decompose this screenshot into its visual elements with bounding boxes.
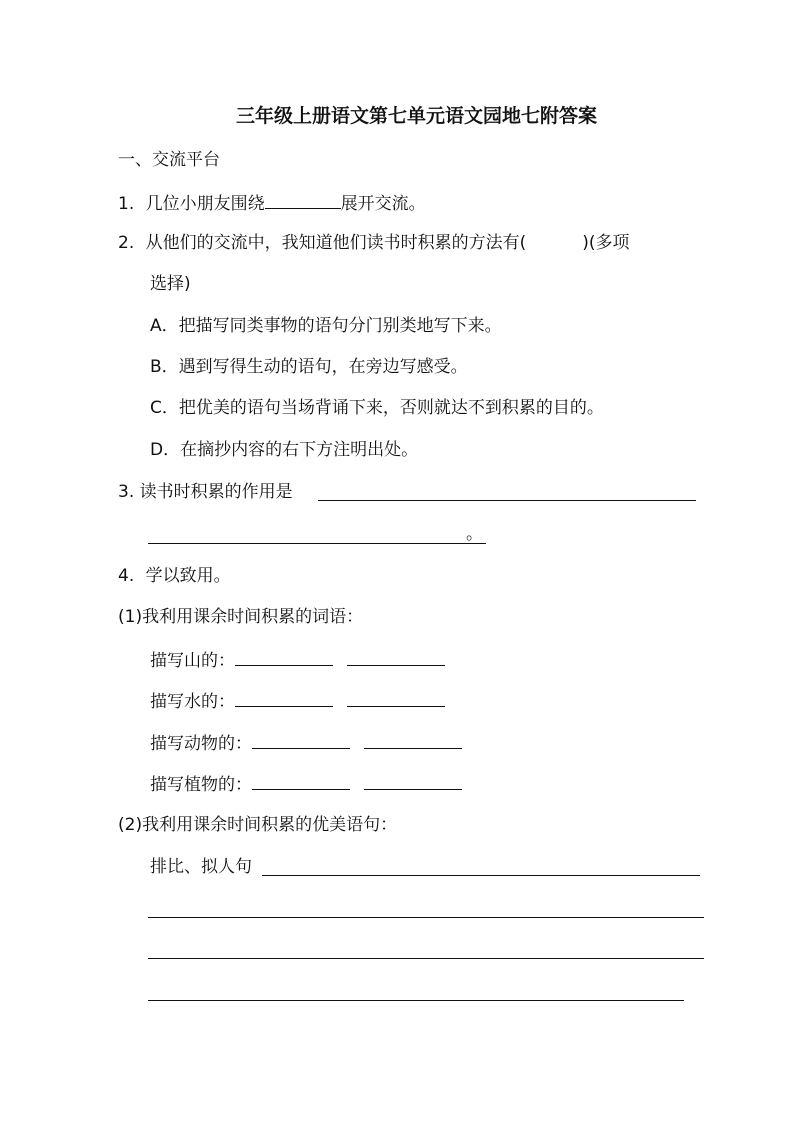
answer-blank[interactable] <box>265 192 341 209</box>
answer-line[interactable] <box>148 1000 684 1001</box>
option-a: A．把描写同类事物的语句分门别类地写下来。 <box>150 316 502 336</box>
answer-line[interactable] <box>148 543 486 544</box>
answer-blank[interactable] <box>347 690 445 707</box>
word-row <box>150 649 445 671</box>
answer-blank[interactable] <box>235 649 333 666</box>
question-text: 几位小朋友围绕 <box>145 194 265 214</box>
sub-question-2: (2)我利用课余时间积累的优美语句： <box>118 815 398 835</box>
question-2 <box>118 233 630 253</box>
question-number: 2. <box>118 233 135 253</box>
answer-blank[interactable] <box>364 732 462 749</box>
option-c: C．把优美的语句当场背诵下来，否则就达不到积累的目的。 <box>150 398 604 418</box>
question-4 <box>118 566 231 586</box>
period-mark: 。 <box>466 524 483 544</box>
answer-line[interactable] <box>262 875 700 876</box>
answer-line[interactable] <box>318 500 696 501</box>
question-number: 1. <box>118 194 135 214</box>
option-d: D．在摘抄内容的右下方注明出处。 <box>150 440 419 460</box>
answer-blank[interactable] <box>364 773 462 790</box>
word-row <box>150 732 462 754</box>
answer-line[interactable] <box>148 958 704 959</box>
word-label: 描写植物的： <box>150 775 252 795</box>
question-1 <box>118 192 426 214</box>
answer-blank[interactable] <box>347 649 445 666</box>
word-label: 描写动物的： <box>150 734 252 754</box>
sub-question-1: (1)我利用课余时间积累的词语： <box>118 607 364 627</box>
question-number: 4. <box>118 566 135 586</box>
question-number: 3. <box>118 482 135 502</box>
question-2-continued: 选择) <box>150 274 191 294</box>
answer-blank[interactable] <box>235 690 333 707</box>
answer-line[interactable] <box>148 917 704 918</box>
question-text: 读书时积累的作用是 <box>139 482 293 502</box>
word-label: 描写水的： <box>150 692 235 712</box>
word-row <box>150 773 462 795</box>
sentence-label: 排比、拟人句 <box>150 857 252 877</box>
question-text: 展开交流。 <box>340 194 426 214</box>
document-title: 三年级上册语文第七单元语文园地七附答案 <box>236 105 598 127</box>
word-label: 描写山的： <box>150 651 235 671</box>
question-text: 学以致用。 <box>145 566 231 586</box>
question-text: )(多项 <box>582 233 630 253</box>
question-3 <box>118 482 293 502</box>
option-b: B．遇到写得生动的语句，在旁边写感受。 <box>150 357 468 377</box>
question-text: 从他们的交流中，我知道他们读书时积累的方法有( <box>145 233 527 253</box>
answer-blank[interactable] <box>252 773 350 790</box>
answer-blank[interactable] <box>252 732 350 749</box>
word-row <box>150 690 445 712</box>
section-heading: 一、交流平台 <box>118 150 220 170</box>
